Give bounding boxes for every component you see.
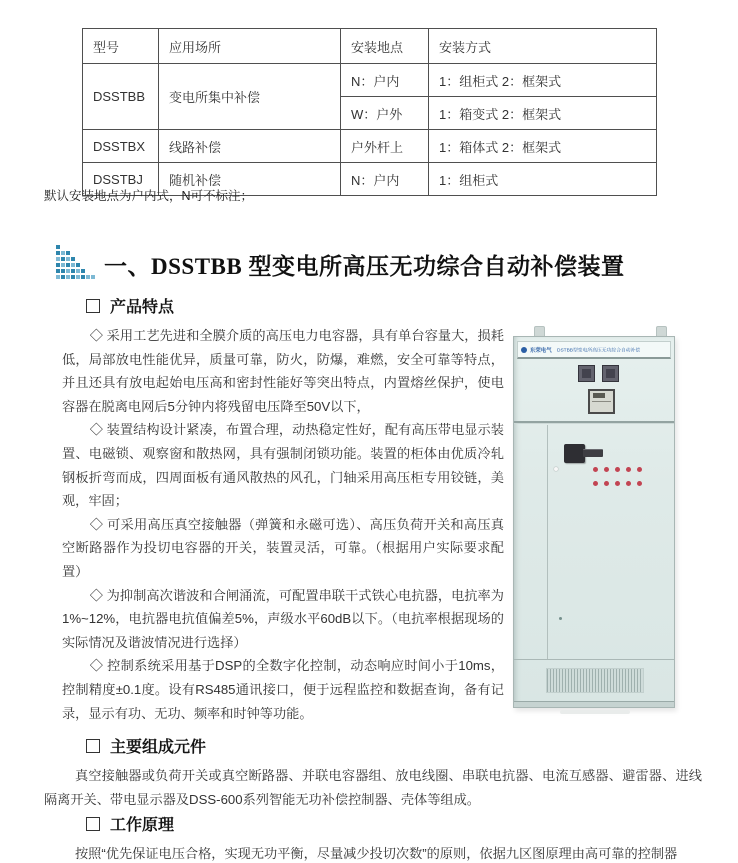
panel-divider [514,421,674,424]
cell-location-dsstbx: 户外杆上 [341,130,429,163]
switch-handle-base [564,444,585,463]
cell-location-dsstbb-w: W：户外 [341,97,429,130]
page-title: 一、DSSTBB 型变电所高压无功综合自动补偿装置 [104,254,625,279]
door-seam [547,425,548,659]
features-title-text: 产品特点 [110,299,175,316]
components-title [86,734,702,757]
section-components [44,734,702,812]
col-header-location: 安装地点 [341,29,429,64]
principle-body: 按照“优先保证电压合格，实现无功平衡，尽量减少投切次数”的原则，依据九区图原理由高可靠的控制器 [75,846,678,861]
feature-item: ◇ 控制系统采用基于DSP的全数字化控制，动态响应时间小于10ms，控制精度±0.1度。设有RS485通讯接口，便于远程监控和数据查询，备有记录，显示有功、无功、频率和时钟等功能。 [62,658,504,721]
cell-model-dsstbb: DSSTBB [83,64,159,130]
features-title [86,294,504,317]
cabinet-base [514,701,674,707]
indicator-led [604,481,609,486]
section-principle [44,812,702,863]
panel-meter-icon [602,365,619,382]
table-header-row [83,29,657,64]
indicator-led [593,481,598,486]
controller-lcd [593,393,605,398]
indicator-led [615,481,620,486]
indicator-led [604,467,609,472]
meter-face [606,369,615,378]
cell-model-dsstbj: DSSTBJ [83,163,159,196]
main-heading [56,241,624,291]
door-lock-dot [554,467,558,471]
cell-model-dsstbx: DSSTBX [83,130,159,163]
square-bullet-icon [86,299,100,313]
section-features [62,294,504,725]
feature-item: ◇ 采用工艺先进和全膜介质的高压电力电容器，具有单台容量大，损耗低，局部放电性能优异，质量可靠，防火，防爆，难燃，安全可靠等特点，并且还具有放电起始电压高和密封性能好等突出特点，内置熔丝保护，使电容器在脱离电网后5分钟内将残留电压降至50V以下， [62,328,504,414]
indicator-led [615,467,620,472]
brand-logo-icon [521,347,527,353]
indicator-led [637,467,642,472]
indicator-led [626,481,631,486]
cell-application-dsstbx: 线路补偿 [159,130,341,163]
floor-shadow [560,710,630,714]
cabinet-body [513,336,675,708]
indicator-led [593,467,598,472]
col-header-model: 型号 [83,29,159,64]
cell-application-dsstbj: 随机补偿 [159,163,341,196]
col-header-method: 安装方式 [429,29,657,64]
table-row [83,130,657,163]
controller-display [588,389,615,414]
cell-method-dsstbj: 1：组柜式 [429,163,657,196]
square-bullet-icon [86,817,100,831]
feature-item: ◇ 可采用高压真空接触器（弹簧和永磁可选）、高压负荷开关和高压真空断路器作为投切电容器的开关，装置灵活，可靠。（根据用户实际要求配置） [62,516,504,579]
pixel-stairs-icon [56,245,96,291]
cabinet-nameplate [517,341,671,359]
cell-method-dsstbb-n: 1：组柜式 2：框架式 [429,64,657,97]
feature-item: ◇ 为抑制高次谐波和合闸涌流，可配置串联干式铁心电抗器，电抗率为1%~12%，电抗器电抗值偏差5%，声级水平60dB以下。（电抗率根据现场的实际情况及谐波情况进行选择） [62,587,504,650]
cell-location-dsstbj: N：户内 [341,163,429,196]
feature-item: ◇ 装置结构设计紧凑，布置合理，动热稳定性好，配有高压带电显示装置、电磁锁、观察窗和散热网，具有强制闭锁功能。装置的柜体由优质冷轧钢板折弯而成，四周面板有通风散热的风孔，门轴采用高压柜专用铰链，美观，牢固； [62,422,504,509]
switch-handle-lever [583,449,603,457]
meter-face [582,369,591,378]
table-footnote: 默认安装地点为户内式，N可不标注； [44,189,254,203]
cell-location-dsstbb-n: N：户内 [341,64,429,97]
cell-method-dsstbx: 1：箱体式 2：框架式 [429,130,657,163]
ventilation-grille [546,668,644,693]
indicator-led [637,481,642,486]
nameplate-text: DSTBB型变电所高压无功综合自动补偿 [557,348,641,354]
col-header-application: 应用场所 [159,29,341,64]
brand-name: 东荣电气 [530,348,552,354]
controller-slot [592,401,611,402]
cell-application-dsstbb: 变电所集中补偿 [159,64,341,130]
principle-title-text: 工作原理 [110,817,175,834]
cell-method-dsstbb-w: 1：箱变式 2：框架式 [429,97,657,130]
components-title-text: 主要组成元件 [110,739,207,756]
square-bullet-icon [86,739,100,753]
indicator-led [626,467,631,472]
principle-title [86,812,702,835]
panel-meter-icon [578,365,595,382]
table-row [83,64,657,97]
components-body: 真空接触器或负荷开关或真空断路器、并联电容器组、放电线圈、串联电抗器、电流互感器、避雷器、进线隔离开关、带电显示器及DSS-600系列智能无功补偿控制器、壳体等组成。 [44,768,702,807]
plinth-seam [514,659,674,660]
door-knob-dot [559,617,562,620]
model-spec-table [82,28,657,196]
cabinet-product-image [505,320,710,720]
